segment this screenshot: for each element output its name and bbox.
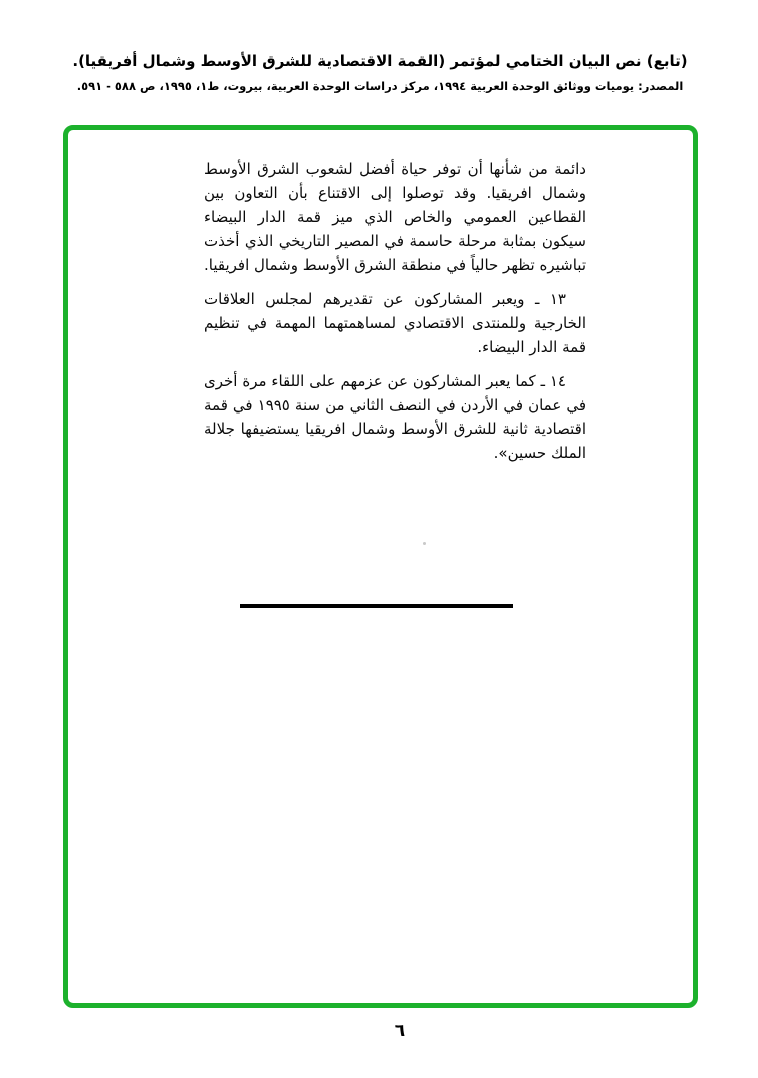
horizontal-rule: [240, 604, 513, 608]
paragraph-item-13: ١٣ ـ ويعبر المشاركون عن تقديرهم لمجلس العلاقات الخارجية وللمنتدى الاقتصادي لمساهمتهما المهمة في تنظيم قمة الدار البيضاء.: [204, 290, 586, 356]
document-title: (تابع) نص البيان الختامي لمؤتمر (القمة الاقتصادية للشرق الأوسط وشمال أفريقيا).: [72, 52, 688, 70]
page-number: ٦: [394, 1021, 406, 1041]
body-text-block: [204, 157, 586, 465]
paragraph-item-14: ١٤ ـ كما يعبر المشاركون عن عزمهم على اللقاء مرة أخرى في عمان في الأردن في النصف الثاني من سنة ١٩٩٥ في قمة اقتصادية ثانية للشرق الأوسط وشمال افريقيا يستضيفها جلالة الملك حسين».: [204, 372, 587, 462]
source-citation: المصدر: يوميات ووثائق الوحدة العربية ١٩٩٤، مركز دراسات الوحدة العربية، بيروت، ط١، ١٩٩٥، ص ٥٨٨ - ٥٩١.: [76, 79, 684, 93]
paragraph-continuation: دائمة من شأنها أن توفر حياة أفضل لشعوب الشرق الأوسط وشمال افريقيا. وقد توصلوا إلى الاقتناع بأن التعاون بين القطاعين العمومي والخاص الذي ميز قمة الدار البيضاء سيكون بمثابة مرحلة حاسمة في المصير التاريخي الذي أخذت تباشيره تظهر حالياً في منطقة الشرق الأوسط وشمال افريقيا.: [204, 160, 586, 274]
scan-artifact-dot: [423, 542, 426, 545]
green-border-frame: [63, 125, 698, 1008]
page-header: [30, 52, 730, 93]
